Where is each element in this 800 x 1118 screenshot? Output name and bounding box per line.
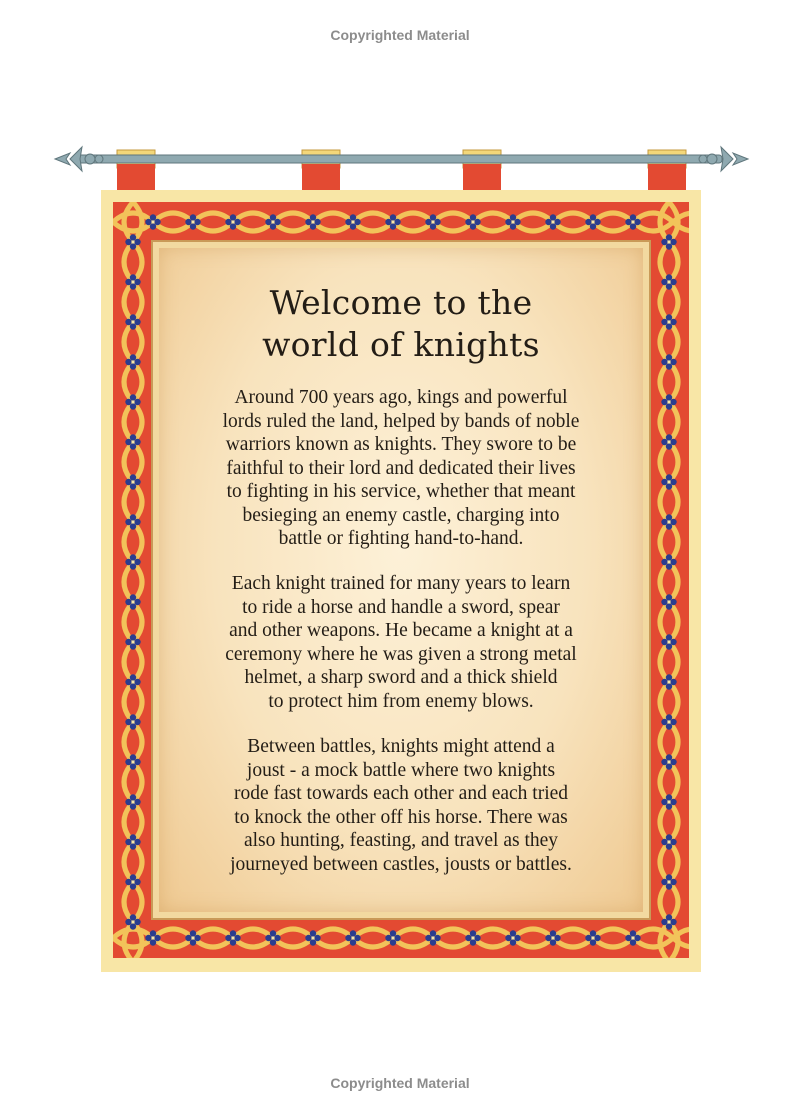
left-finial-icon — [55, 147, 103, 171]
banner-loop-3 — [463, 164, 501, 190]
text-line: Between battles, knights might attend a — [247, 736, 555, 757]
text-line: faithful to their lord and dedicated their lives — [226, 457, 576, 479]
text-line: Around 700 years ago, kings and powerful — [234, 387, 568, 408]
paragraph-training — [177, 572, 625, 713]
hanging-rod — [0, 135, 800, 195]
copyright-notice-bottom: Copyrighted Material — [330, 1075, 470, 1091]
copyright-notice-top: Copyrighted Material — [330, 27, 470, 43]
text-line: besieging an enemy castle, charging into — [242, 504, 560, 526]
parchment-panel — [159, 248, 643, 912]
rod-bar — [78, 155, 722, 163]
text-line: journeyed between castles, jousts or battles. — [230, 853, 572, 875]
text-line: Each knight trained for many years to learn — [231, 573, 571, 594]
text-line: helmet, a sharp sword and a thick shield — [244, 667, 558, 688]
right-finial-icon — [699, 147, 748, 171]
text-line: to fighting in his service, whether that meant — [226, 481, 576, 502]
paragraph-jousting — [177, 735, 625, 876]
page-title — [159, 282, 643, 366]
text-line: ceremony where he was given a strong metal — [225, 643, 577, 665]
banner-loop-1 — [117, 164, 155, 190]
title-line-2: world of knights — [262, 325, 540, 364]
paragraph-history — [177, 386, 625, 551]
text-line: battle or fighting hand-to-hand. — [278, 528, 524, 549]
title-line-1: Welcome to the — [269, 283, 533, 322]
text-line: joust - a mock battle where two knights — [246, 759, 556, 781]
text-line: warriors known as knights. They swore to be — [225, 434, 577, 455]
text-line: to protect him from enemy blows. — [268, 690, 534, 712]
text-line: and other weapons. He became a knight at a — [229, 620, 573, 641]
parchment-frame — [151, 240, 651, 920]
banner-loop-4 — [648, 164, 686, 190]
text-line: lords ruled the land, helped by bands of noble — [222, 410, 580, 432]
text-line: to ride a horse and handle a sword, spear — [242, 596, 560, 618]
text-line: also hunting, feasting, and travel as they — [243, 830, 559, 851]
text-line: rode fast towards each other and each tried — [233, 783, 569, 804]
banner-loop-2 — [302, 164, 340, 190]
tapestry-banner — [101, 190, 701, 972]
text-line: to knock the other off his horse. There was — [234, 806, 568, 828]
ornamental-border — [113, 202, 689, 958]
